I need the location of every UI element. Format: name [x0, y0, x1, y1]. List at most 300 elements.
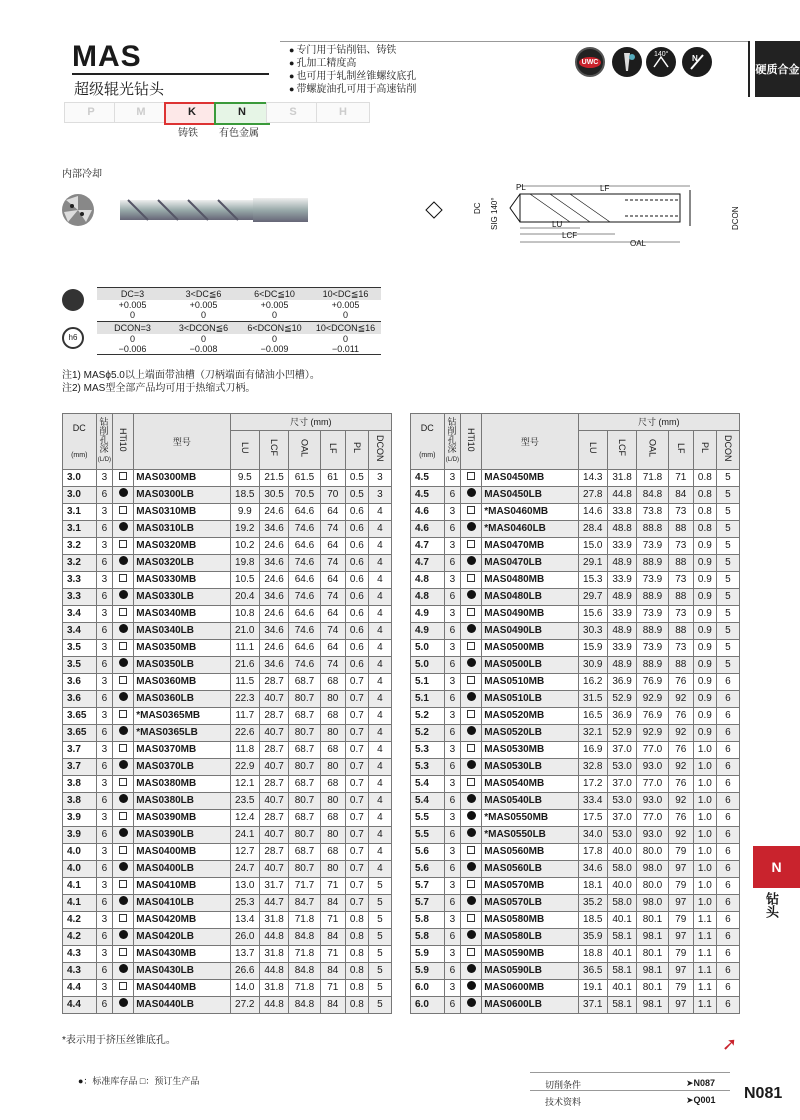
depth-header: 钻削孔深 (L/D) [444, 414, 461, 470]
value-cell: 6 [716, 759, 739, 776]
spec-row [63, 640, 392, 657]
part-number-cell: MAS0300LB [134, 487, 230, 504]
value-cell: 1.1 [693, 963, 716, 980]
value-cell: 4 [368, 640, 391, 657]
part-number-cell: MAS0400MB [134, 844, 230, 861]
stock-status-cell [113, 793, 134, 810]
value-cell: 0.9 [693, 572, 716, 589]
value-cell: 80 [320, 861, 345, 878]
value-cell: 88 [668, 521, 693, 538]
value-cell: 3 [96, 470, 113, 487]
value-cell: 93.0 [637, 759, 668, 776]
value-cell: 71 [320, 878, 345, 895]
dc-cell: 3.5 [63, 657, 97, 674]
value-cell: 5 [716, 487, 739, 504]
value-cell: 84.7 [289, 895, 320, 912]
value-cell: 28.7 [259, 708, 288, 725]
value-cell: 3 [96, 674, 113, 691]
part-number-cell: MAS0470MB [482, 538, 578, 555]
value-cell: 3 [96, 878, 113, 895]
value-cell: 35.9 [578, 929, 607, 946]
value-cell: 1.0 [693, 895, 716, 912]
dim-col-header: PL [693, 431, 716, 470]
value-cell: 4 [368, 827, 391, 844]
value-cell: 92 [668, 725, 693, 742]
value-cell: 1.0 [693, 759, 716, 776]
value-cell: 24.1 [230, 827, 259, 844]
dim-col-header: LU [230, 431, 259, 470]
value-cell: 1.0 [693, 776, 716, 793]
part-number-cell: MAS0380MB [134, 776, 230, 793]
value-cell: 3 [444, 844, 461, 861]
spec-row [63, 521, 392, 538]
value-cell: 40.7 [259, 725, 288, 742]
value-cell: 79 [668, 912, 693, 929]
value-cell: 33.9 [607, 606, 636, 623]
value-cell: 79 [668, 946, 693, 963]
pl-label: PL [516, 183, 526, 192]
value-cell: 88.9 [637, 589, 668, 606]
value-cell: 10.5 [230, 572, 259, 589]
value-cell: 80 [320, 759, 345, 776]
value-cell: 29.7 [578, 589, 607, 606]
value-cell: 6 [96, 691, 113, 708]
order-square-icon [467, 676, 475, 684]
stock-status-cell [113, 725, 134, 742]
spec-row [63, 487, 392, 504]
stock-status-cell [461, 793, 482, 810]
dim-col-header: LCF [607, 431, 636, 470]
value-cell: 76 [668, 708, 693, 725]
value-cell: 84 [320, 929, 345, 946]
spec-row [411, 521, 740, 538]
value-cell: 40.0 [607, 878, 636, 895]
part-number-cell: MAS0430LB [134, 963, 230, 980]
value-cell: 58.1 [607, 929, 636, 946]
value-cell: 0.6 [345, 555, 368, 572]
value-cell: 58.0 [607, 895, 636, 912]
value-cell: 5 [368, 997, 391, 1014]
value-cell: 74.6 [289, 623, 320, 640]
stock-status-cell [461, 776, 482, 793]
value-cell: 40.7 [259, 827, 288, 844]
spec-row [411, 572, 740, 589]
part-number-cell: MAS0420LB [134, 929, 230, 946]
value-cell: 14.6 [578, 504, 607, 521]
value-cell: 4 [368, 742, 391, 759]
dc-cell: 5.0 [411, 640, 445, 657]
stock-status-cell [113, 980, 134, 997]
value-cell: 44.8 [259, 963, 288, 980]
value-cell: 6 [716, 997, 739, 1014]
order-square-icon [467, 608, 475, 616]
depth-header: 钻削孔深 (L/D) [96, 414, 113, 470]
stock-status-cell [113, 861, 134, 878]
stock-status-cell [113, 640, 134, 657]
order-square-icon [119, 778, 127, 786]
value-cell: 6 [716, 742, 739, 759]
value-cell: 32.8 [578, 759, 607, 776]
value-cell: 6 [96, 487, 113, 504]
value-cell: 0.6 [345, 657, 368, 674]
spec-table-left [62, 413, 392, 1014]
dc-tolerance-icon [62, 289, 84, 311]
value-cell: 40.7 [259, 793, 288, 810]
dc-cell: 5.5 [411, 827, 445, 844]
material-k-label: 铸铁 [178, 128, 198, 139]
cutting-conditions-link[interactable]: ➤N087 [686, 1078, 716, 1088]
dim-col-header: OAL [637, 431, 668, 470]
stock-status-cell [113, 572, 134, 589]
dc-cell: 5.1 [411, 691, 445, 708]
stock-status-cell [461, 946, 482, 963]
value-cell: 1.0 [693, 861, 716, 878]
value-cell: 0.8 [345, 912, 368, 929]
dc-cell: 4.9 [411, 623, 445, 640]
part-number-cell: MAS0500MB [482, 640, 578, 657]
value-cell: 5 [716, 657, 739, 674]
value-cell: 34.6 [259, 623, 288, 640]
value-cell: 4 [368, 708, 391, 725]
value-cell: 0.7 [345, 861, 368, 878]
value-cell: 5 [368, 929, 391, 946]
part-number-cell: MAS0440LB [134, 997, 230, 1014]
stock-status-cell [113, 878, 134, 895]
dimensions-header: 尺寸 (mm) [578, 414, 739, 431]
stock-status-cell [113, 895, 134, 912]
value-cell: 36.9 [607, 708, 636, 725]
grade-header: HTi10 [461, 414, 482, 470]
dim-col-header: LF [668, 431, 693, 470]
value-cell: 32.1 [578, 725, 607, 742]
value-cell: 31.5 [578, 691, 607, 708]
value-cell: 3 [96, 504, 113, 521]
value-cell: 6 [444, 963, 461, 980]
stock-status-cell [461, 759, 482, 776]
value-cell: 98.0 [637, 895, 668, 912]
stock-status-cell [461, 963, 482, 980]
value-cell: 64.6 [289, 572, 320, 589]
spec-row [63, 674, 392, 691]
stock-dot-icon [119, 964, 128, 973]
stock-status-cell [461, 980, 482, 997]
dim-col-header: DCON [716, 431, 739, 470]
dc-cell: 3.3 [63, 572, 97, 589]
order-square-icon [467, 574, 475, 582]
value-cell: 6 [444, 929, 461, 946]
dc-header: DC (mm) [411, 414, 445, 470]
svg-text:N: N [692, 54, 698, 63]
value-cell: 3 [444, 572, 461, 589]
part-number-cell: MAS0480MB [482, 572, 578, 589]
value-cell: 71.8 [289, 946, 320, 963]
value-cell: 33.9 [607, 538, 636, 555]
value-cell: 52.9 [607, 691, 636, 708]
value-cell: 97 [668, 963, 693, 980]
stock-dot-icon [467, 590, 476, 599]
value-cell: 76 [668, 810, 693, 827]
value-cell: 6 [96, 861, 113, 878]
value-cell: 3 [96, 572, 113, 589]
spec-row [63, 844, 392, 861]
stock-dot-icon [467, 556, 476, 565]
stock-status-cell [461, 912, 482, 929]
value-cell: 1.0 [693, 878, 716, 895]
part-number-cell: MAS0330LB [134, 589, 230, 606]
value-cell: 68.7 [289, 776, 320, 793]
value-cell: 0.6 [345, 640, 368, 657]
dc-cell: 4.9 [411, 606, 445, 623]
value-cell: 73.9 [637, 538, 668, 555]
part-number-cell: MAS0380LB [134, 793, 230, 810]
part-number-cell: MAS0350LB [134, 657, 230, 674]
value-cell: 3 [444, 470, 461, 487]
spec-row [63, 538, 392, 555]
value-cell: 3 [96, 708, 113, 725]
spec-row [411, 640, 740, 657]
value-cell: 40.7 [259, 861, 288, 878]
value-cell: 34.6 [578, 861, 607, 878]
value-cell: 6 [716, 725, 739, 742]
value-cell: 3 [96, 640, 113, 657]
spec-row [63, 759, 392, 776]
value-cell: 77.0 [637, 742, 668, 759]
value-cell: 35.2 [578, 895, 607, 912]
spec-row [63, 810, 392, 827]
stock-status-cell [113, 963, 134, 980]
value-cell: 13.7 [230, 946, 259, 963]
value-cell: 24.6 [259, 504, 288, 521]
value-cell: 97 [668, 929, 693, 946]
value-cell: 0.8 [345, 929, 368, 946]
stock-dot-icon [467, 811, 476, 820]
value-cell: 13.4 [230, 912, 259, 929]
value-cell: 4 [368, 674, 391, 691]
feature-item: ● 专门用于钻削铝、铸铁 [289, 44, 416, 57]
value-cell: 9.5 [230, 470, 259, 487]
stock-status-cell [461, 861, 482, 878]
value-cell: 1.1 [693, 946, 716, 963]
value-cell: 22.9 [230, 759, 259, 776]
value-cell: 40.7 [259, 759, 288, 776]
value-cell: 3 [444, 606, 461, 623]
value-cell: 6 [716, 793, 739, 810]
value-cell: 3 [444, 946, 461, 963]
value-cell: 92 [668, 691, 693, 708]
order-square-icon [467, 744, 475, 752]
dc-cell: 3.0 [63, 470, 97, 487]
spec-row [63, 861, 392, 878]
dim-col-header: LU [578, 431, 607, 470]
dc-cell: 3.4 [63, 606, 97, 623]
dc-cell: 4.8 [411, 572, 445, 589]
part-number-cell: MAS0360LB [134, 691, 230, 708]
coolant-label: 内部冷却 [62, 169, 102, 180]
stock-status-cell [461, 538, 482, 555]
stock-status-cell [461, 878, 482, 895]
value-cell: 48.9 [607, 589, 636, 606]
dc-cell: 4.5 [411, 487, 445, 504]
spec-row [63, 470, 392, 487]
stock-status-cell [113, 487, 134, 504]
note-2: 注2) MAS型全部产品均可用于热缩式刀柄。 [62, 383, 256, 394]
value-cell: 3 [96, 946, 113, 963]
value-cell: 6 [444, 589, 461, 606]
value-cell: 5 [716, 538, 739, 555]
value-cell: 3 [444, 912, 461, 929]
value-cell: 6 [716, 827, 739, 844]
value-cell: 70 [320, 487, 345, 504]
dc-cell: 5.7 [411, 895, 445, 912]
value-cell: 71.8 [289, 912, 320, 929]
value-cell: 0.6 [345, 504, 368, 521]
value-cell: 6 [716, 929, 739, 946]
value-cell: 3 [96, 742, 113, 759]
spec-table-right [410, 413, 740, 1014]
value-cell: 74 [320, 623, 345, 640]
dc-cell: 4.2 [63, 929, 97, 946]
part-number-cell: MAS0310LB [134, 521, 230, 538]
value-cell: 92 [668, 793, 693, 810]
stock-dot-icon [467, 862, 476, 871]
value-cell: 64.6 [289, 504, 320, 521]
value-cell: 0.8 [693, 470, 716, 487]
value-cell: 29.1 [578, 555, 607, 572]
value-cell: 98.1 [637, 963, 668, 980]
value-cell: 68 [320, 742, 345, 759]
stock-dot-icon [467, 488, 476, 497]
value-cell: 40.1 [607, 946, 636, 963]
dcon-label: DCON [731, 206, 740, 230]
value-cell: 73.8 [637, 504, 668, 521]
technical-data-link[interactable]: ➤Q001 [686, 1095, 716, 1105]
value-cell: 21.0 [230, 623, 259, 640]
spec-row [63, 691, 392, 708]
order-square-icon [119, 948, 127, 956]
dc-header: DC (mm) [63, 414, 97, 470]
value-cell: 3 [96, 538, 113, 555]
value-cell: 4 [368, 861, 391, 878]
spec-row [411, 538, 740, 555]
value-cell: 64 [320, 538, 345, 555]
part-number-header: 型号 [482, 414, 578, 470]
value-cell: 0.8 [693, 521, 716, 538]
value-cell: 15.9 [578, 640, 607, 657]
value-cell: 71.7 [289, 878, 320, 895]
value-cell: 71 [320, 980, 345, 997]
value-cell: 44.8 [259, 929, 288, 946]
value-cell: 80.7 [289, 759, 320, 776]
value-cell: 84.8 [637, 487, 668, 504]
value-cell: 80.1 [637, 980, 668, 997]
dc-cell: 5.3 [411, 742, 445, 759]
value-cell: 4 [368, 793, 391, 810]
order-square-icon [119, 744, 127, 752]
value-cell: 6 [96, 555, 113, 572]
part-number-cell: MAS0510MB [482, 674, 578, 691]
part-number-cell: MAS0410MB [134, 878, 230, 895]
order-square-icon [467, 710, 475, 718]
stock-status-cell [113, 504, 134, 521]
dc-cell: 5.3 [411, 759, 445, 776]
spec-row [63, 572, 392, 589]
value-cell: 26.6 [230, 963, 259, 980]
value-cell: 31.8 [259, 912, 288, 929]
value-cell: 6 [716, 895, 739, 912]
part-number-cell: MAS0310MB [134, 504, 230, 521]
dc-cell: 3.2 [63, 538, 97, 555]
spec-row [63, 827, 392, 844]
value-cell: 22.3 [230, 691, 259, 708]
value-cell: 80.7 [289, 861, 320, 878]
value-cell: 36.9 [607, 674, 636, 691]
value-cell: 6 [444, 997, 461, 1014]
value-cell: 34.6 [259, 589, 288, 606]
stock-dot-icon [119, 590, 128, 599]
value-cell: 0.6 [345, 572, 368, 589]
value-cell: 73 [668, 640, 693, 657]
value-cell: 74 [320, 589, 345, 606]
value-cell: 0.6 [345, 521, 368, 538]
value-cell: 28.7 [259, 776, 288, 793]
part-number-cell: MAS0450LB [482, 487, 578, 504]
value-cell: 93.0 [637, 793, 668, 810]
value-cell: 36.5 [578, 963, 607, 980]
value-cell: 84.8 [289, 929, 320, 946]
dc-label: DC [473, 202, 482, 214]
stock-dot-icon [467, 624, 476, 633]
value-cell: 0.5 [345, 487, 368, 504]
dc-cell: 4.4 [63, 980, 97, 997]
material-n: N [214, 102, 270, 125]
value-cell: 4 [368, 555, 391, 572]
value-cell: 13.0 [230, 878, 259, 895]
value-cell: 6 [444, 827, 461, 844]
stock-status-cell [461, 708, 482, 725]
value-cell: 4 [368, 691, 391, 708]
h6-tolerance-icon: h6 [62, 327, 84, 349]
value-cell: 40.1 [607, 980, 636, 997]
value-cell: 0.7 [345, 878, 368, 895]
spec-row [63, 895, 392, 912]
stock-status-cell [461, 844, 482, 861]
dc-cell: 5.9 [411, 946, 445, 963]
feature-item: ● 带螺旋油孔可用于高速钻削 [289, 83, 416, 96]
value-cell: 1.0 [693, 742, 716, 759]
value-cell: 5 [716, 521, 739, 538]
dc-cell: 3.4 [63, 623, 97, 640]
value-cell: 3 [444, 674, 461, 691]
value-cell: 68.7 [289, 708, 320, 725]
value-cell: 0.9 [693, 708, 716, 725]
value-cell: 4 [368, 725, 391, 742]
value-cell: 0.9 [693, 606, 716, 623]
value-cell: 31.8 [607, 470, 636, 487]
section-tab-n[interactable]: N [753, 846, 800, 888]
value-cell: 0.6 [345, 606, 368, 623]
order-square-icon [119, 676, 127, 684]
dc-cell: 6.0 [411, 980, 445, 997]
stock-dot-icon [119, 556, 128, 565]
dc-cell: 4.7 [411, 538, 445, 555]
value-cell: 48.9 [607, 657, 636, 674]
part-number-cell: MAS0390LB [134, 827, 230, 844]
value-cell: 6 [96, 521, 113, 538]
value-cell: 4 [368, 810, 391, 827]
value-cell: 6 [444, 555, 461, 572]
value-cell: 15.0 [578, 538, 607, 555]
stock-dot-icon [467, 964, 476, 973]
